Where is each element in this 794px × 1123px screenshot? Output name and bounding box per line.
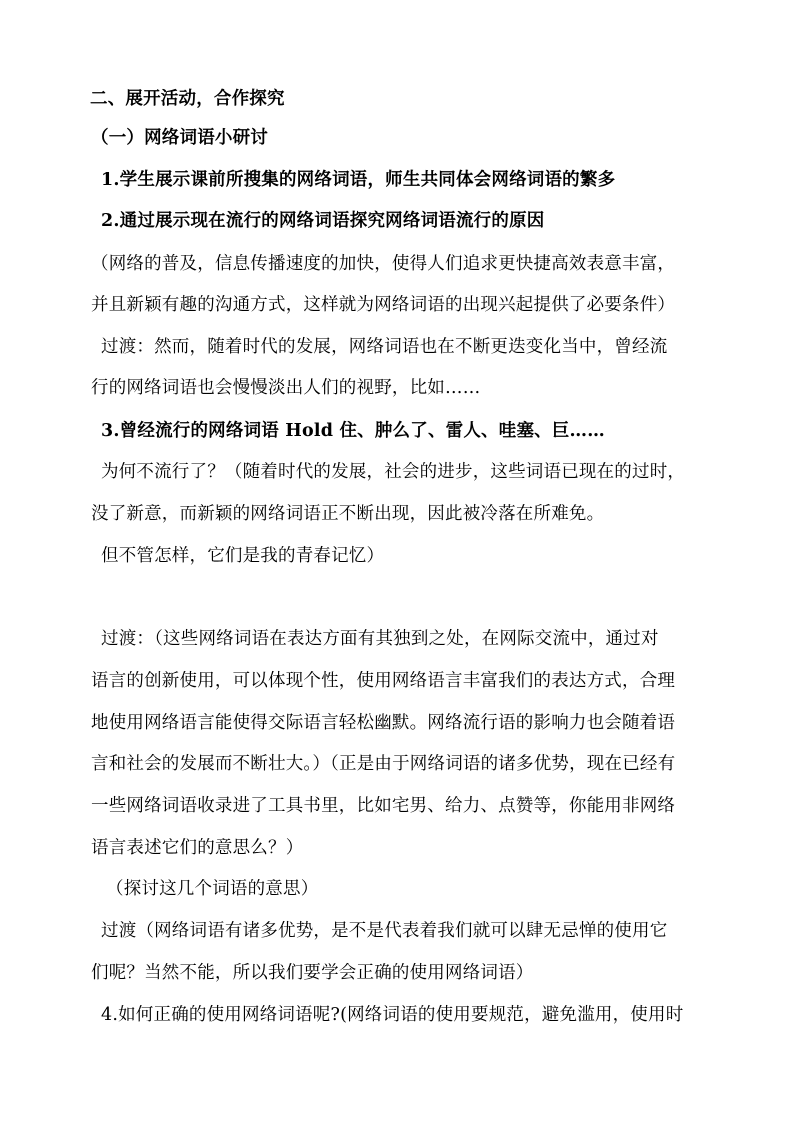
paragraph-line: （探讨这几个词语的意思） [106,879,319,899]
paragraph-line: 过渡：（这些网络词语在表达方面有其独到之处，在网际交流中，通过对 [101,629,659,649]
paragraph-line: 但不管怎样，它们是我的青春记忆） [101,546,385,566]
subsection-heading: （一）网络词语小研讨 [91,128,268,148]
paragraph-line: 言和社会的发展而不断壮大。）（正是由于网络词语的诸多优势，现在已经有 [91,754,676,774]
paragraph-line: 2.通过展示现在流行的网络词语探究网络词语流行的原因 [101,211,545,231]
paragraph-line: 4.如何正确的使用网络词语呢?(网络词语的使用要规范，避免滥用，使用时 [101,1005,684,1025]
paragraph-line: 没了新意，而新颖的网络词语正不断出现，因此被冷落在所难免。 [91,504,605,524]
paragraph-line: 地使用网络语言能使得交际语言轻松幽默。网络流行语的影响力也会随着语 [91,713,676,733]
section-heading: 二、展开活动，合作探究 [90,89,285,109]
paragraph-line: 一些网络词语收录进了工具书里，比如宅男、给力、点赞等，你能用非网络 [91,796,676,816]
paragraph-line: 行的网络词语也会慢慢淡出人们的视野，比如…… [91,378,481,398]
paragraph-line: 过渡（网络词语有诸多优势，是不是代表着我们就可以肆无忌惮的使用它 [101,921,668,941]
paragraph-line: 们呢？当然不能，所以我们要学会正确的使用网络词语） [91,963,534,983]
paragraph-line: 语言的创新使用，可以体现个性，使用网络语言丰富我们的表达方式，合理 [91,671,676,691]
paragraph-line: 过渡：然而，随着时代的发展，网络词语也在不断更迭变化当中，曾经流 [101,337,668,357]
paragraph-line: 语言表述它们的意思么？） [91,838,304,858]
paragraph-line: （网络的普及，信息传播速度的加快，使得人们追求更快捷高效表意丰富， [91,254,676,274]
paragraph-line: 1.学生展示课前所搜集的网络词语，师生共同体会网络词语的繁多 [101,170,616,190]
paragraph-line: 3.曾经流行的网络词语 Hold 住、肿么了、雷人、哇塞、巨…… [101,421,605,441]
paragraph-line: 并且新颖有趣的沟通方式，这样就为网络词语的出现兴起提供了必要条件） [91,295,676,315]
paragraph-line: 为何不流行了？（随着时代的发展，社会的进步，这些词语已现在的过时， [101,462,686,482]
